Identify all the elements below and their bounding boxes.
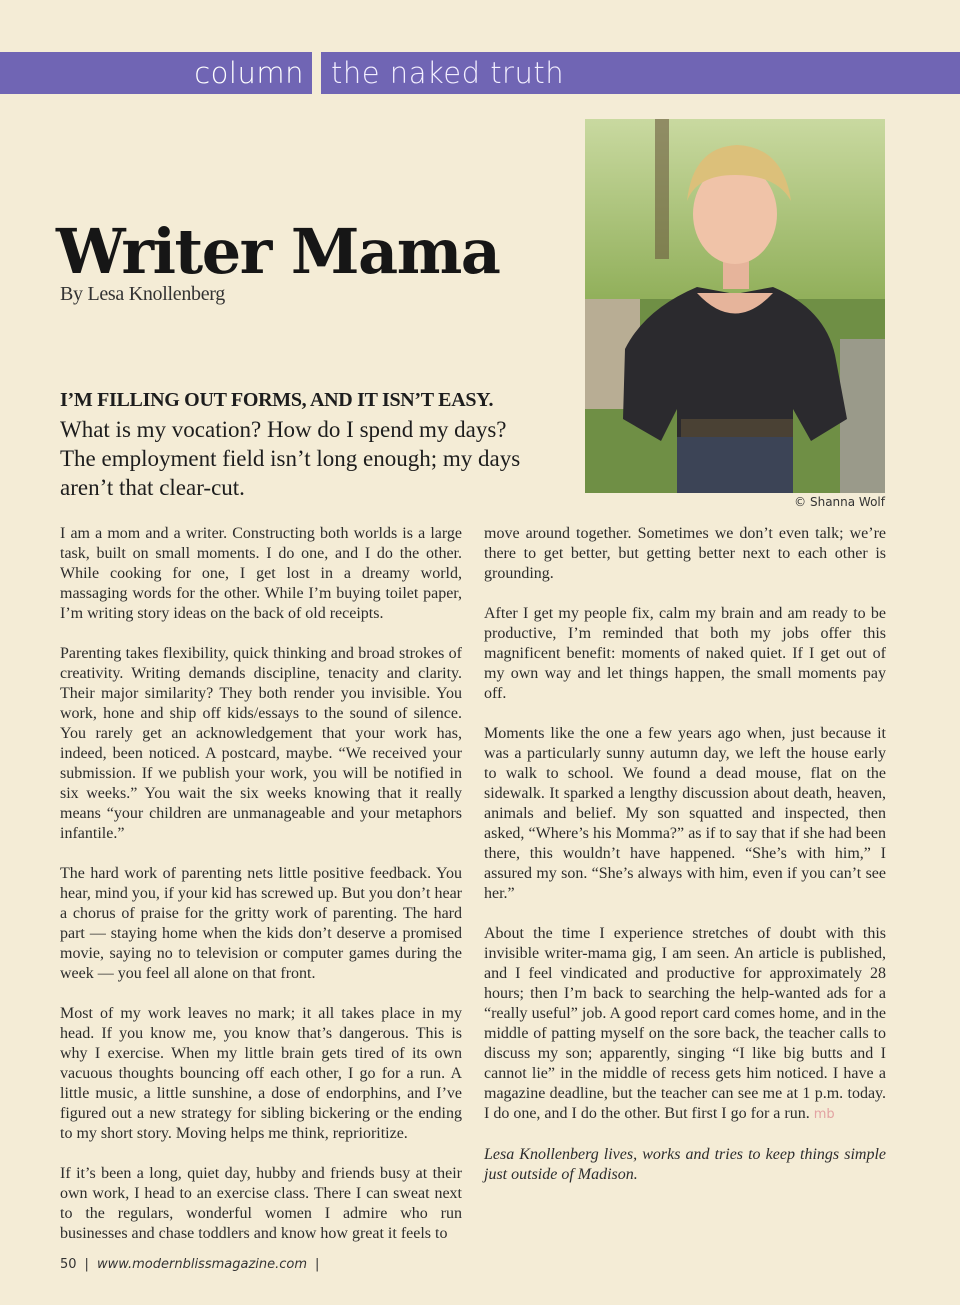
footer-separator-end: | [315, 1257, 320, 1272]
paragraph: I am a mom and a writer. Constructing both worlds is a large task, built on small moments. I do one, and I do the other. While cooking for one, I get lost in a dreamy world, massaging words for the other. While I’m buying toilet paper, I’m writing story ideas on the back of old receipts. [60, 525, 462, 622]
photo-credit: © Shanna Wolf [794, 495, 885, 509]
section-label: column [0, 52, 312, 94]
lede [60, 384, 540, 502]
page-number: 50 [60, 1257, 77, 1272]
paragraph [484, 924, 886, 1125]
author-bio: Lesa Knollenberg lives, works and tries to keep things simple just outside of Madison. [484, 1146, 886, 1183]
paragraph: After I get my people fix, calm my brain and am ready to be productive, I’m reminded that both my jobs offer this magnificent benefit: moments of naked quiet. If I get out of my own way and let things happen, the small moments pay off. [484, 605, 886, 702]
paragraph: The hard work of parenting nets little positive feedback. You hear, mind you, if your kid has screwed up. But you don’t hear a chorus of praise for the gritty work of parenting. The hard part — staying home when the kids don’t deserve a promised movie, saying no to television or computer games during the week — you feel all alone on that front. [60, 865, 462, 982]
body-column-left [60, 524, 462, 1264]
paragraph: If it’s been a long, quiet day, hubby and friends busy at their own work, I head to an exercise class. There I can sweat next to the regulars, wonderful women I admire who run businesses and chase toddlers and know how great it feels to [60, 1165, 462, 1242]
author-photo [585, 119, 885, 493]
body-column-right [484, 524, 886, 1205]
page-footer [60, 1257, 327, 1272]
column-name: the naked truth [321, 52, 960, 94]
end-mark: mb [813, 1107, 835, 1122]
paragraph: move around together. Sometimes we don’t even talk; we’re there to get better, but getting better next to each other is grounding. [484, 525, 886, 582]
paragraph: Moments like the one a few years ago when, just because it was a particularly sunny autumn day, we left the house early to walk to school. We found a dead mouse, flat on the sidewalk. It sparked a lengthy discussion about death, heaven, animals and belief. My son squatted and inspected, then asked, “Where’s his Momma?” as if to say that if she had been there, this wouldn’t have happened. “She’s with him,” I assured my son. “She’s always with him, even if you can’t see her.” [484, 725, 886, 902]
byline: By Lesa Knollenberg [60, 283, 226, 305]
paragraph: Parenting takes flexibility, quick thinking and broad strokes of creativity. Writing demands discipline, tenacity and clarity. Their major similarity? They both render you invisible. You work, hone and ship off kids/essays to the sound of silence. You rarely get an acknowledgement that your work has, indeed, been noticed. A postcard, maybe. “We received your submission. If we publish your work, you will be notified in six weeks.” You wait the six weeks knowing that it really means “your children are unmanageable and your metaphors infantile.” [60, 645, 462, 842]
paragraph-text: About the time I experience stretches of doubt with this invisible writer-mama gig, I am seen. An article is published, and I feel vindicated and productive for approximately 28 hours; then I’m back to searching the help-wanted ads for a “really useful” job. A good report card comes home, and in the middle of patting myself on the sore back, the teacher calls to discuss my son; apparently, singing “I like big butts and I cannot lie” in the middle of recess gets him noticed. I have a magazine deadline, but the teacher can see me at 1 p.m. today. I do one, and I do the other. But first I go for a run. [484, 925, 886, 1122]
lede-caps: I’M FILLING OUT FORMS, AND IT ISN’T EASY. [60, 389, 494, 411]
article-title: Writer Mama [56, 215, 500, 288]
footer-url[interactable]: www.modernblissmagazine.com [96, 1257, 308, 1272]
footer-separator: | [84, 1257, 89, 1272]
paragraph: Most of my work leaves no mark; it all takes place in my head. If you know me, you know that’s dangerous. This is why I exercise. When my little brain gets tired of its own vacuous thoughts bouncing off each other, I go for a run. A little music, a little sunshine, a dose of endorphins, and I’ve figured out a new strategy for sibling bickering or the ending to my short story. Moving helps me think, reprioritize. [60, 1005, 462, 1142]
lede-text: What is my vocation? How do I spend my days? The employment field isn’t long enough; my days aren’t that clear-cut. [60, 417, 521, 500]
